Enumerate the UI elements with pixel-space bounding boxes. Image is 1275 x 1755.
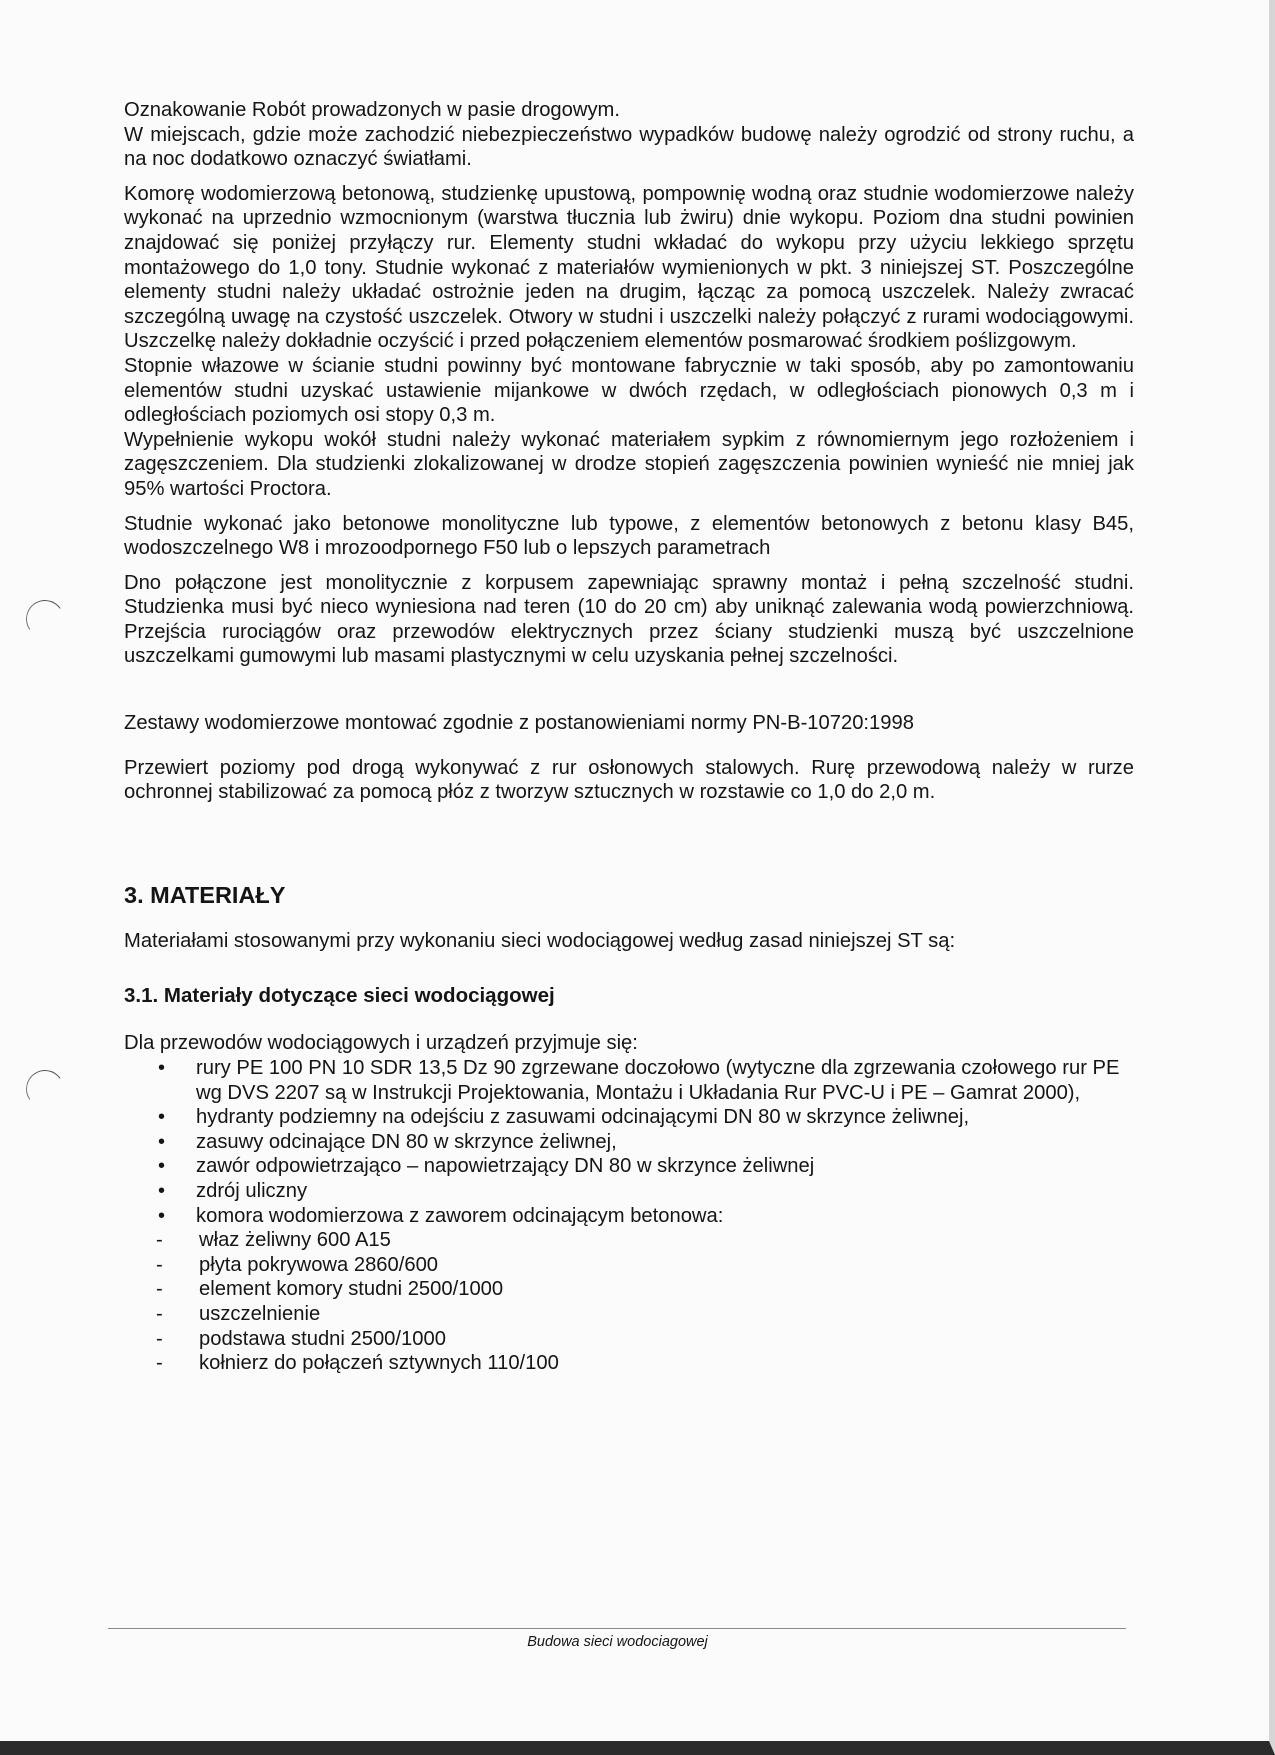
sub-list-item: - element komory studni 2500/1000 [124,1277,1134,1302]
chamber-components-list [124,1228,1134,1376]
sub-list-item: - właz żeliwny 600 A15 [124,1228,1134,1253]
subsection-heading: 3.1. Materiały dotyczące sieci wodociągowej [124,984,555,1008]
paragraph: W miejscach, gdzie może zachodzić niebezpieczeństwo wypadków budowę należy ogrodzić od strony ruchu, a na noc dodatkowo oznaczyć światłami. [124,123,1134,171]
materials-list [124,1056,1134,1228]
paragraph: Wypełnienie wykopu wokół studni należy wykonać materiałem sypkim z równomiernym jego rozłożeniem i zagęszczeniem. Dla studzienki zlokalizowanej w drodze stopień zagęszczenia powinien wynieść nie mniej jak 95% wartości Proctora. [124,428,1134,500]
paragraph: Przewiert poziomy pod drogą wykonywać z rur osłonowych stalowych. Rurę przewodową należy w rurze ochronnej stabilizować za pomocą płóz z tworzyw sztucznych w rozstawie co 1,0 do 2,0 m. [124,756,1134,804]
list-item: • hydranty podziemny na odejściu z zasuwami odcinającymi DN 80 w skrzynce żeliwnej, [124,1105,1134,1130]
list-item-label: komora wodomierzowa z zaworem odcinającym betonowa: [196,1204,724,1227]
list-item: • zdrój uliczny [124,1179,1134,1204]
footer-divider [108,1628,1126,1629]
list-item: • zasuwy odcinające DN 80 w skrzynce żeliwnej, [124,1130,1134,1155]
paragraph: Dno połączone jest monolitycznie z korpusem zapewniając sprawny montaż i pełną szczelność studni. Studzienka musi być nieco wyniesiona nad teren (10 do 20 cm) aby uniknąć zalewania wodą powierzchniową. Przejścia rurociągów oraz przewodów elektrycznych przez ściany studzienki muszą być uszczelnione uszczelkami gumowymi lub masami plastycznymi w celu uzyskania pełnej szczelności. [124,571,1134,668]
list-item [124,1204,1134,1229]
paragraph: Oznakowanie Robót prowadzonych w pasie drogowym. [124,99,620,121]
list-item: • zawór odpowietrzająco – napowietrzający DN 80 w skrzynce żeliwnej [124,1154,1134,1179]
sub-list-item: - kołnierz do połączeń sztywnych 110/100 [124,1351,1134,1376]
document-body [124,98,1134,1376]
paragraph: Komorę wodomierzową betonową, studzienkę upustową, pompownię wodną oraz studnie wodomierzowe należy wykonać na uprzednio wzmocnionym (warstwa tłucznia lub żwiru) dnie wykopu. Poziom dna studni powinien znajdować się poniżej przyłączy rur. Elementy studni wkładać do wykopu przy użyciu lekkiego sprzętu montażowego do 1,0 tony. Studnie wykonać z materiałów wymienionych w pkt. 3 niniejszej ST. Poszczególne elementy studni należy układać ostrożnie jeden na drugim, łącząc za pomocą uszczelek. Należy zwracać szczególną uwagę na czystość uszczelek. Otwory w studni i uszczelki należy połączyć z rurami wodociągowymi. Uszczelkę należy dokładnie oczyścić i przed połączeniem elementów posmarować środkiem poślizgowym. [124,182,1134,353]
section-intro: Materiałami stosowanymi przy wykonaniu sieci wodociągowej według zasad niniejszej ST są: [124,929,956,952]
list-intro: Dla przewodów wodociągowych i urządzeń przyjmuje się: [124,1032,638,1055]
paragraph: Studnie wykonać jako betonowe monolityczne lub typowe, z elementów betonowych z betonu klasy B45, wodoszczelnego W8 i mrozoodpornego F50 lub o lepszych parametrach [124,512,1134,560]
list-item: • rury PE 100 PN 10 SDR 13,5 Dz 90 zgrzewane doczołowo (wytyczne dla zgrzewania czołowego rur PE wg DVS 2207 są w Instrukcji Projektowania, Montażu i Układania Rur PVC-U i PE – Gamrat 2000), [124,1056,1134,1105]
sub-list-item: - uszczelnienie [124,1302,1134,1327]
page-footer: Budowa sieci wodociagowej [527,1634,708,1650]
paragraph: Zestawy wodomierzowe montować zgodnie z postanowieniami normy PN-B-10720:1998 [124,712,914,735]
sub-list-item: - płyta pokrywowa 2860/600 [124,1253,1134,1278]
sub-list-item: - podstawa studni 2500/1000 [124,1327,1134,1352]
paragraph: Stopnie włazowe w ścianie studni powinny być montowane fabrycznie w taki sposób, aby po zamontowaniu elementów studni uzyskać ustawienie mijankowe w dwóch rzędach, w odległościach pionowych 0,3 m i odległościach poziomych osi stopy 0,3 m. [124,354,1134,427]
section-heading: 3. MATERIAŁY [124,881,286,908]
